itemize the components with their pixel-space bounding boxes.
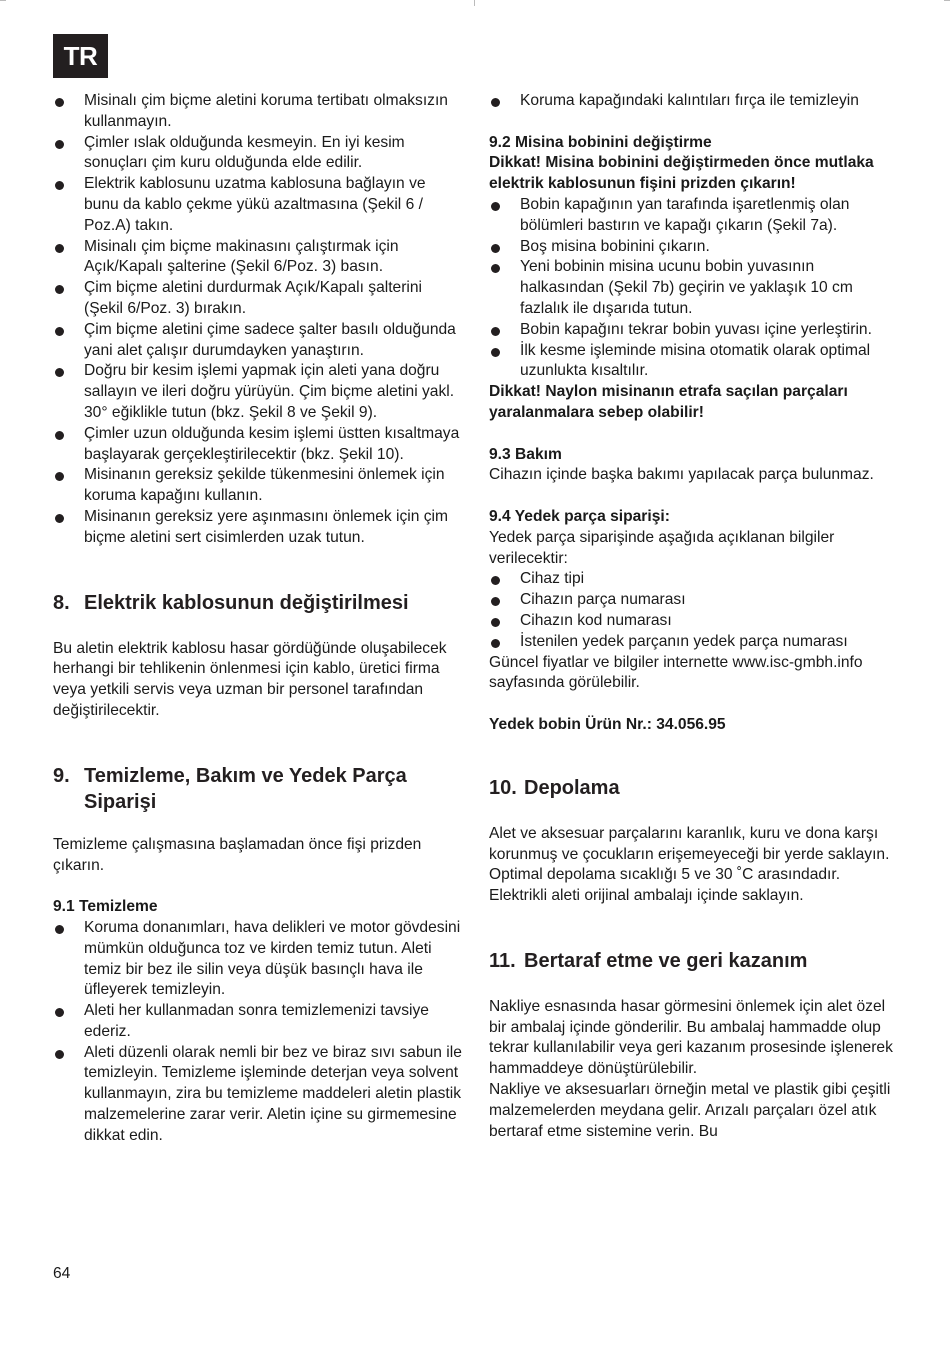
- crop-mark-top: [474, 0, 475, 6]
- list-item: Boş misina bobinini çıkarın.: [489, 237, 899, 258]
- crop-mark-top-right: [944, 0, 950, 1]
- list-item: Koruma kapağındaki kalıntıları fırça ile temizleyin: [489, 91, 899, 112]
- left-column: [53, 91, 463, 1147]
- usage-instructions-list: [53, 91, 463, 549]
- list-item: Bobin kapağını tekrar bobin yuvası içine yerleştirin.: [489, 320, 899, 341]
- subsection-9-3-body: Cihazın içinde başka bakımı yapılacak parça bulunmaz.: [489, 466, 874, 484]
- right-column: [489, 91, 899, 1142]
- subsection-9-4-title: 9.4 Yedek parça siparişi:: [489, 507, 670, 525]
- list-item: Bobin kapağının yan tarafında işaretlenmiş olan bölümleri bastırın ve kapağı çıkarın (Şekil 7a).: [489, 195, 899, 237]
- section-8-heading: [53, 590, 463, 616]
- spool-replacement-list: [489, 195, 899, 382]
- list-item: İstenilen yedek parçanın yedek parça numarası: [489, 632, 899, 653]
- section-10-heading: [489, 775, 899, 801]
- section-11-body-continued: Nakliye ve aksesuarları örneğin metal ve plastik gibi çeşitli malzemelerden meydana gelir. Arızalı parçaları özel atık bertaraf etme sistemine verin. Bu: [489, 1081, 891, 1140]
- subsection-9-1-title: 9.1 Temizleme: [53, 898, 158, 916]
- language-badge: TR: [53, 34, 108, 78]
- list-item: Çimler ıslak olduğunda kesmeyin. En iyi kesim sonuçları çim kuru olduğunda elde edilir.: [53, 133, 463, 175]
- list-item: Çim biçme aletini durdurmak Açık/Kapalı şalterini (Şekil 6/Poz. 3) bırakın.: [53, 278, 463, 320]
- section-9-heading: [53, 763, 463, 815]
- list-item: Misinanın gereksiz yere aşınmasını önlemek için çim biçme aletini sert cisimlerden uzak tutun.: [53, 507, 463, 549]
- list-item: Yeni bobinin misina ucunu bobin yuvasının halkasından (Şekil 7b) geçirin ve yaklaşık 10 cm fazlalık ile dışarıda tutun.: [489, 257, 899, 319]
- section-8-body: Bu aletin elektrik kablosu hasar gördüğünde oluşabilecek herhangi bir tehlikenin önlenmesi için kablo, üretici firma veya yetkili servis veya uzman bir personel tarafından değiştirilecektir.: [53, 639, 447, 719]
- list-item: Çim biçme aletini çime sadece şalter basılı olduğunda yani alet çalışır durumdayken yanaştırın.: [53, 320, 463, 362]
- section-number: 11.: [489, 949, 516, 972]
- list-item: Koruma donanımları, hava delikleri ve motor gövdesini mümkün olduğunca toz ve kirden temiz tutun. Aleti temiz bir bez ile silin veya düşük basınçlı hava ile üfleyerek temizleyin.: [53, 918, 463, 1001]
- list-item: Cihaz tipi: [489, 569, 899, 590]
- section-11-heading: [489, 948, 899, 974]
- list-item: Aleti her kullanmadan sonra temizlemenizi tavsiye ederiz.: [53, 1001, 463, 1043]
- subsection-9-4-body: Güncel fiyatlar ve bilgiler internette www.isc-gmbh.info sayfasında görülebilir.: [489, 653, 863, 692]
- section-11-body: Nakliye esnasında hasar görmesini önlemek için alet özel bir ambalaj içinde gönderilir. Bu ambalaj hammadde olup tekrar kullanılabilir veya geri kazanım prosesinde işlenerek hammaddeye dönüştürülebilir.: [489, 997, 893, 1078]
- section-title: Elektrik kablosunun değiştirilmesi: [84, 591, 409, 614]
- section-number: 9.: [53, 764, 70, 787]
- list-item: İlk kesme işleminde misina otomatik olarak optimal uzunlukta kısaltılır.: [489, 341, 899, 383]
- section-10-body: Alet ve aksesuar parçalarını karanlık, kuru ve dona karşı korunmuş ve çocukların erişemeyeceği bir yerde saklayın. Optimal depolama sıcaklığı 5 ve 30 ˚C arasındadır. Elektrikli aleti orijinal ambalajı içinde saklayın.: [489, 824, 890, 905]
- subsection-9-4-intro: Yedek parça siparişinde aşağıda açıklanan bilgiler verilecektir:: [489, 528, 835, 567]
- page-number: 64: [53, 1265, 71, 1282]
- section-title: Bertaraf etme ve geri kazanım: [524, 949, 808, 972]
- warning-text: Dikkat! Misina bobinini değiştirmeden önce mutlaka elektrik kablosunun fişini prizden çıkarın!: [489, 154, 874, 193]
- section-number: 8.: [53, 591, 70, 614]
- list-item: Çimler uzun olduğunda kesim işlemi üstten kısaltmaya başlayarak gerçekleştirilecektir (bkz. Şekil 10).: [53, 424, 463, 466]
- list-item: Elektrik kablosunu uzatma kablosuna bağlayın ve bunu da kablo çekme yükü azaltmasına (Şekil 6 / Poz.A) takın.: [53, 174, 463, 236]
- list-item: Misinalı çim biçme aletini koruma tertibatı olmaksızın kullanmayın.: [53, 91, 463, 133]
- subsection-9-2-title: 9.2 Misina bobinini değiştirme: [489, 133, 712, 151]
- section-title: Depolama: [524, 776, 620, 799]
- list-item: Cihazın parça numarası: [489, 590, 899, 611]
- list-item: Misinalı çim biçme makinasını çalıştırmak için Açık/Kapalı şalterine (Şekil 6/Poz. 3) basın.: [53, 237, 463, 279]
- list-item: Misinanın gereksiz şekilde tükenmesini önlemek için koruma kapağını kullanın.: [53, 465, 463, 507]
- list-item: Cihazın kod numarası: [489, 611, 899, 632]
- list-item: Doğru bir kesim işlemi yapmak için aleti yana doğru sallayın ve ileri doğru yürüyün. Çim biçme aletini yakl. 30° eğiklikle tutun (bkz. Şekil 8 ve Şekil 9).: [53, 361, 463, 423]
- cleaning-list-continued: [489, 91, 899, 112]
- warning-text: Dikkat! Naylon misinanın etrafa saçılan parçaları yaralanmalara sebep olabilir!: [489, 383, 848, 421]
- order-info-list: [489, 569, 899, 652]
- spare-spool-number: Yedek bobin Ürün Nr.: 34.056.95: [489, 715, 726, 733]
- crop-mark-top-left: [0, 0, 6, 1]
- list-item: Aleti düzenli olarak nemli bir bez ve biraz sıvı sabun ile temizleyin. Temizleme işleminde deterjan veya solvent kullanmayın, zira bu temizleme maddeleri aletin plastik malzemelerine zarar verir. Aletin içine su girmemesine dikkat edin.: [53, 1043, 463, 1147]
- section-title: Temizleme, Bakım ve Yedek Parça Siparişi: [84, 764, 407, 813]
- section-9-intro: Temizleme çalışmasına başlamadan önce fişi prizden çıkarın.: [53, 835, 422, 874]
- cleaning-list: [53, 918, 463, 1147]
- section-number: 10.: [489, 776, 517, 799]
- subsection-9-3-title: 9.3 Bakım: [489, 445, 562, 463]
